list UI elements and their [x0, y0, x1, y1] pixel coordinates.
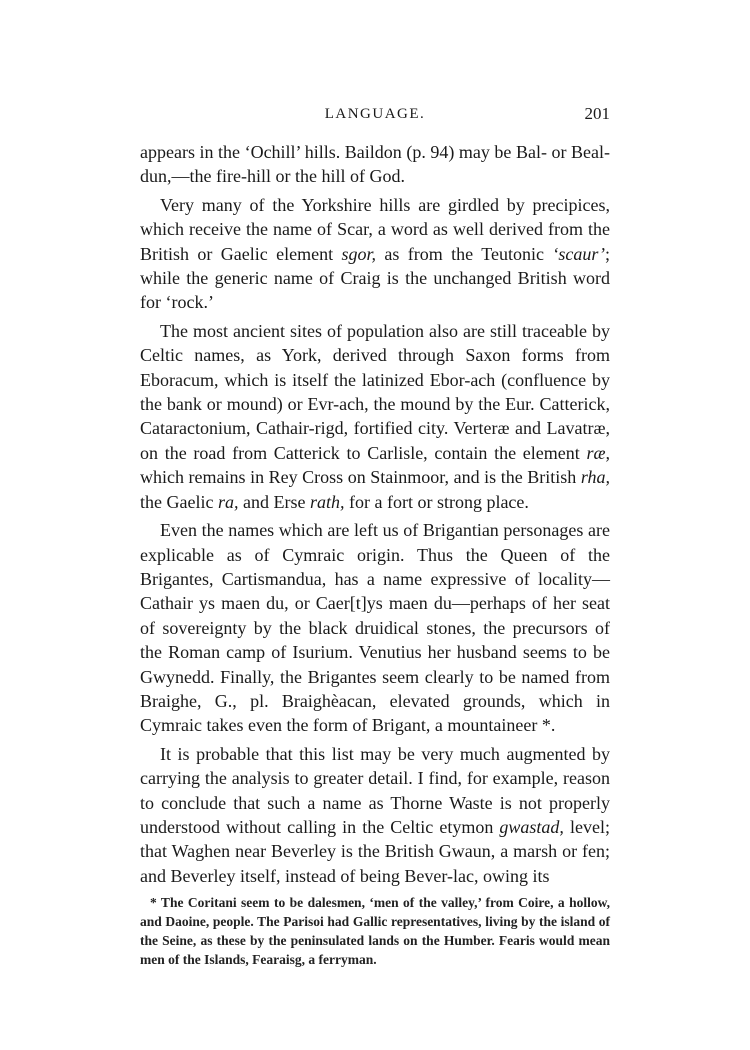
page-number: 201: [584, 104, 610, 123]
text-run: which remains in Rey Cross on Stainmoor, and is the British: [140, 467, 581, 488]
text-run: The most ancient sites of population also are still traceable by Celtic names, as York, derived through Saxon forms from Eboracum, which is itself the latinized Ebor-ach (confluence by the bank or mound) or Evr-ach, the mound by the Eur. Catterick, Cataractonium, Cathair-rigd, fortified city. Verteræ and Lavatræ, on the road from Catterick to Carlisle, contain the element: [140, 320, 610, 463]
body-text: [140, 140, 610, 888]
text-run: and Erse: [238, 491, 310, 512]
paragraph: [140, 742, 610, 888]
paragraph: [140, 319, 610, 514]
italic-text: sgor,: [341, 243, 377, 264]
text-run: level; that Waghen near Beverley is the British Gwaun, a marsh or fen; and Beverley itself, instead of being Bever-lac, owing its: [140, 816, 610, 886]
text-run: appears in the ‘Ochill’ hills. Baildon (p. 94) may be Bal- or Beal-dun,—the fire-hill or the hill of God.: [140, 142, 610, 187]
italic-text: rha,: [580, 467, 610, 488]
italic-text: ‘scaur’: [552, 243, 605, 264]
text-run: the Gaelic: [140, 491, 218, 512]
text-run: Even the names which are left us of Brigantian personages are explicable as of Cymraic origin. Thus the Queen of the Brigantes, Cartismandua, has a name expressive of locality—Cathair ys maen du, or Caer[t]ys maen du—perhaps of her seat of sovereignty by the black druidical stones, the precursors of the Roman camp of Isurium. Venutius her husband seems to be Gwynedd. Finally, the Brigantes seem clearly to be named from Braighe, G., pl. Braighèacan, elevated grounds, which in Cymraic takes even the form of Brigant, a mountaineer *.: [140, 520, 610, 736]
text-run: It is probable that this list may be very much augmented by carrying the analysis to greater detail. I find, for example, reason to conclude that such a name as Thorne Waste is not properly understood without calling in the Celtic etymon: [140, 743, 610, 837]
footnote: * The Coritani seem to be dalesmen, ‘men of the valley,’ from Coire, a hollow, and Daoine, people. The Parisoi had Gallic representatives, living by the island of the Seine, as these by the peninsulated lands on the Humber. Fearis would mean men of the Islands, Fearaisg, a ferryman.: [140, 895, 610, 967]
italic-text: gwastad,: [499, 816, 564, 837]
text-run: for a fort or strong place.: [344, 491, 529, 512]
text-run: Very many of the Yorkshire hills are girdled by precipices, which receive the name of Scar, a word as well derived from the British or Gaelic element: [140, 194, 610, 264]
italic-text: ra,: [217, 491, 239, 512]
text-run: ; while the generic name of Craig is the unchanged British word for ‘rock.’: [140, 243, 610, 313]
italic-text: ræ,: [586, 442, 610, 463]
text-run: as from the Teutonic: [376, 243, 553, 264]
running-title: LANGUAGE.: [324, 106, 426, 122]
paragraph: [140, 518, 610, 738]
italic-text: rath,: [309, 491, 345, 512]
paragraph: [140, 193, 610, 315]
paragraph: [140, 140, 610, 189]
page-header: [140, 104, 610, 134]
